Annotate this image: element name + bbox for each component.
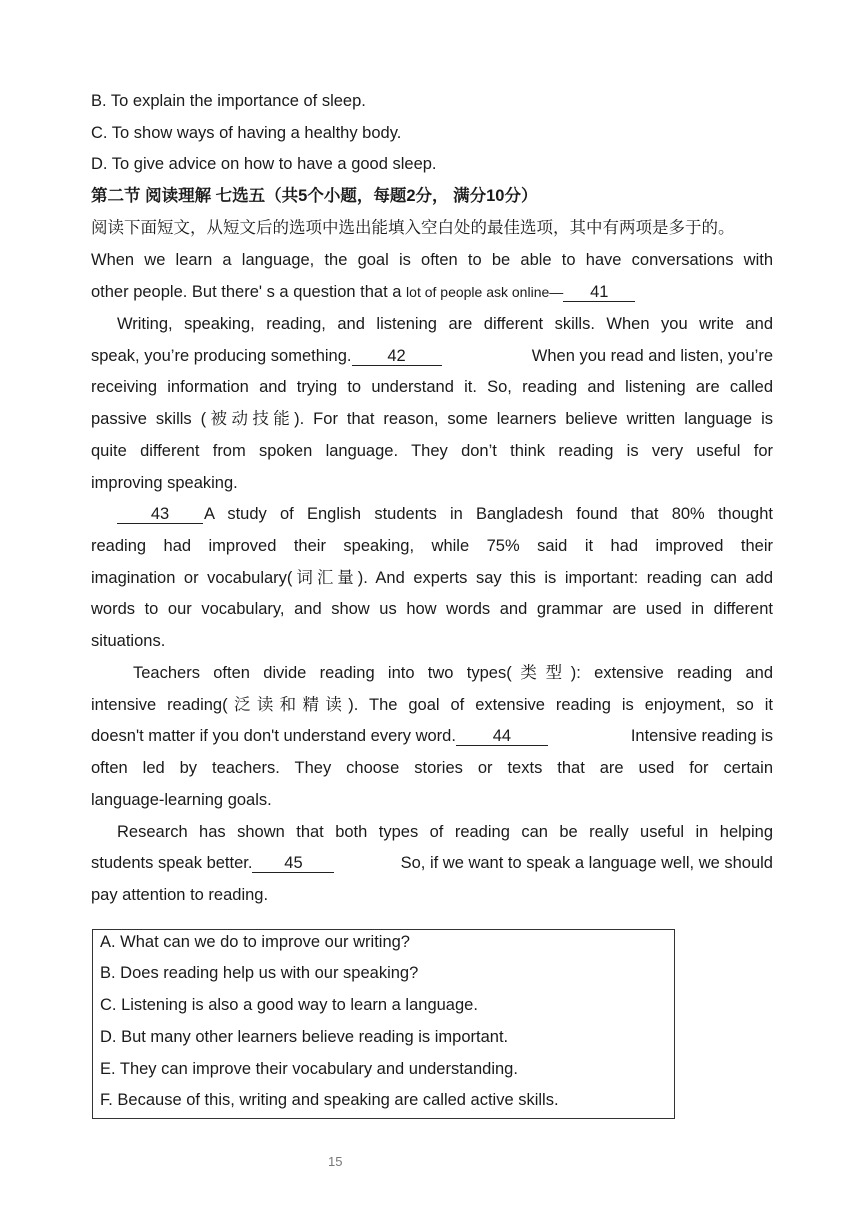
choice-d: D. But many other learners believe reading is important. [100, 1028, 509, 1046]
passage-line: pay attention to reading. [91, 886, 269, 904]
passage-line: Teachers often divide reading into two types(类型): extensive reading and [133, 664, 773, 682]
passage-line: receiving information and trying to understand it. So, reading and listening are called [91, 378, 773, 396]
passage-text: A study of English students in Bangladesh found that 80% thought [204, 505, 773, 523]
passage-text: lot of people ask online— [406, 284, 564, 300]
passage-line [117, 504, 773, 524]
passage-line: When we learn a language, the goal is often to be able to have conversations with [91, 251, 773, 269]
page-number: 15 [328, 1154, 343, 1169]
passage-line [91, 853, 773, 873]
passage-line: imagination or vocabulary(词汇量). And experts say this is important: reading can add [91, 569, 773, 587]
passage-line [91, 346, 773, 366]
section-title: 第二节 阅读理解 七选五（共5个小题，每题2分， 满分10分） [91, 187, 538, 205]
choice-a: A. What can we do to improve our writing? [100, 933, 410, 951]
passage-text: other people. But there' s a question that a [91, 283, 402, 301]
passage-line: language-learning goals. [91, 791, 272, 809]
passage-line [91, 726, 773, 746]
blank-44: 44 [456, 727, 548, 746]
choice-f: F. Because of this, writing and speaking are called active skills. [100, 1091, 559, 1109]
passage-line: words to our vocabulary, and show us how words and grammar are used in different [91, 600, 773, 618]
passage-text: doesn't matter if you don't understand every word. [91, 727, 456, 745]
section-instruction: 阅读下面短文，从短文后的选项中选出能填入空白处的最佳选项，其中有两项是多于的。 [91, 219, 735, 237]
passage-line: reading had improved their speaking, while 75% said it had improved their [91, 537, 773, 555]
blank-45: 45 [252, 854, 334, 873]
passage-line: passive skills (被动技能). For that reason, some learners believe written language is [91, 410, 773, 428]
passage-text: When you read and listen, you’re [531, 347, 773, 365]
passage-text: Intensive reading is [630, 727, 773, 745]
passage-line: situations. [91, 632, 166, 650]
passage-line: improving speaking. [91, 474, 238, 492]
passage-text: speak, you’re producing something. [91, 347, 352, 365]
blank-43: 43 [117, 505, 203, 524]
prev-option-b: B. To explain the importance of sleep. [91, 92, 366, 110]
choice-e: E. They can improve their vocabulary and understanding. [100, 1060, 518, 1078]
passage-line: Writing, speaking, reading, and listening are different skills. When you write and [117, 315, 773, 333]
choice-b: B. Does reading help us with our speaking? [100, 964, 419, 982]
blank-41: 41 [563, 283, 635, 302]
passage-text: So, if we want to speak a language well, we should [400, 854, 773, 872]
passage-line: often led by teachers. They choose stories or texts that are used for certain [91, 759, 773, 777]
passage-line [91, 282, 635, 302]
prev-option-d: D. To give advice on how to have a good sleep. [91, 155, 437, 173]
passage-line: Research has shown that both types of reading can be really useful in helping [117, 823, 773, 841]
passage-line: intensive reading(泛读和精读). The goal of extensive reading is enjoyment, so it [91, 696, 773, 714]
choice-c: C. Listening is also a good way to learn a language. [100, 996, 478, 1014]
passage-text: students speak better. [91, 854, 253, 872]
passage-line: quite different from spoken language. They don’t think reading is very useful for [91, 442, 773, 460]
blank-42: 42 [352, 347, 442, 366]
prev-option-c: C. To show ways of having a healthy body. [91, 124, 402, 142]
